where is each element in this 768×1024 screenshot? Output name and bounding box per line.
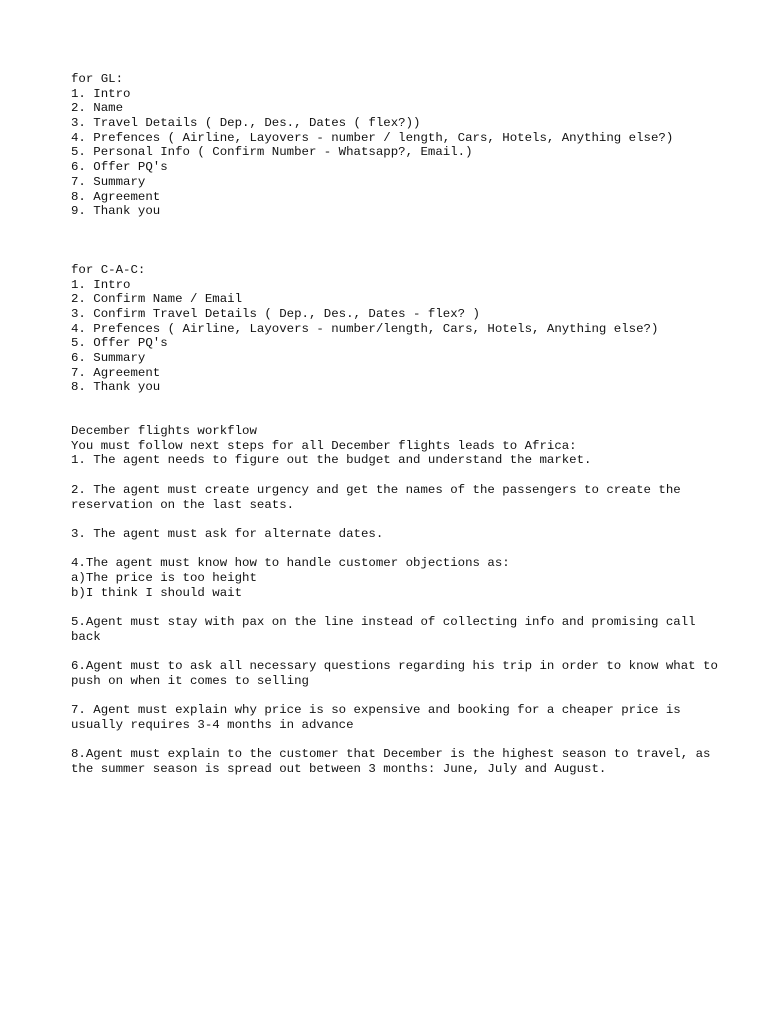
spacer — [71, 600, 721, 615]
gl-item-9: 9. Thank you — [71, 204, 161, 219]
december-step-6: 6.Agent must to ask all necessary questions regarding his trip in order to know what to push on when it comes to selling — [71, 659, 726, 688]
gl-item-5: 5. Personal Info ( Confirm Number - Whatsapp?, Email.) — [71, 145, 473, 160]
gl-item-2: 2. Name — [71, 101, 124, 116]
cac-item-5: 5. Offer PQ's — [71, 336, 168, 351]
cac-item-3: 3. Confirm Travel Details ( Dep., Des., Dates - flex? ) — [71, 306, 480, 321]
december-step-3: 3. The agent must ask for alternate dates. — [71, 526, 384, 541]
cac-section — [71, 263, 721, 395]
cac-item-1: 1. Intro — [71, 277, 131, 292]
december-title: December flights workflow — [71, 424, 257, 439]
spacer — [71, 395, 721, 424]
december-step-1: 1. The agent needs to figure out the budget and understand the market. — [71, 453, 592, 468]
cac-item-8: 8. Thank you — [71, 380, 161, 395]
gl-item-7: 7. Summary — [71, 174, 146, 189]
spacer — [71, 733, 721, 748]
spacer — [71, 542, 721, 557]
december-step-7: 7. Agent must explain why price is so expensive and booking for a cheaper price is usually requires 3-4 months in advance — [71, 703, 689, 732]
december-step-4: 4.The agent must know how to handle customer objections as: — [71, 556, 510, 571]
gl-item-1: 1. Intro — [71, 86, 131, 101]
december-section — [71, 424, 726, 777]
spacer — [71, 645, 721, 660]
december-step-8: 8.Agent must explain to the customer that December is the highest season to travel, as the summer season is spread out between 3 months: June, July and August. — [71, 747, 718, 777]
december-intro: You must follow next steps for all December flights leads to Africa: — [71, 438, 577, 453]
spacer — [71, 512, 721, 527]
cac-heading: for C-A-C: — [71, 262, 146, 277]
december-step-4b: b)I think I should wait — [71, 585, 243, 600]
spacer — [71, 468, 721, 483]
gl-heading: for GL: — [71, 72, 124, 86]
gl-item-3: 3. Travel Details ( Dep., Des., Dates ( flex?)) — [71, 116, 421, 131]
december-step-5: 5.Agent must stay with pax on the line instead of collecting info and promising call back — [71, 615, 704, 644]
gl-section — [71, 72, 721, 219]
spacer — [71, 689, 721, 704]
december-step-2: 2. The agent must create urgency and get the names of the passengers to create the reservation on the last seats. — [71, 482, 689, 512]
cac-item-2: 2. Confirm Name / Email — [71, 292, 243, 307]
cac-item-6: 6. Summary — [71, 351, 146, 365]
spacer — [71, 219, 721, 263]
cac-item-4: 4. Prefences ( Airline, Layovers - number/length, Cars, Hotels, Anything else?) — [71, 321, 659, 336]
december-step-4a: a)The price is too height — [71, 571, 257, 586]
cac-item-7: 7. Agreement — [71, 365, 161, 380]
gl-item-6: 6. Offer PQ's — [71, 160, 168, 175]
gl-item-8: 8. Agreement — [71, 189, 161, 204]
document-page — [71, 72, 726, 777]
gl-item-4: 4. Prefences ( Airline, Layovers - number / length, Cars, Hotels, Anything else?) — [71, 130, 674, 145]
